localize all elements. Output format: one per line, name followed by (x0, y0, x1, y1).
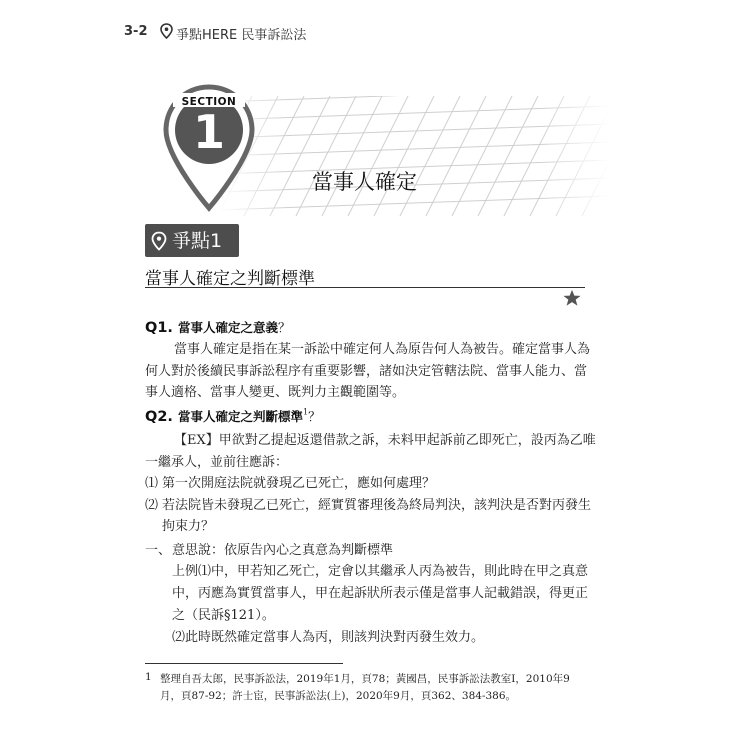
q1-line-1: 當事人確定是指在某一訴訟中確定何人為原告何人為被告。確定當事人為 (174, 342, 591, 357)
section-grid-pattern (218, 96, 610, 216)
subheading-rule (145, 287, 585, 288)
example-item-2-line-1: 若法院皆未發現乙已死亡，經實質審理後為終局判決，該判決是否對丙發生 (162, 498, 592, 513)
section-heading: 當事人確定 (312, 170, 417, 194)
footnote-line-2: 月，頁87-92；許士宦，民事訴訟法(上)，2020年9月，頁362、384-386。 (160, 690, 517, 702)
theory-line-2: 中，丙應為實質當事人，甲在起訴狀所表示僅是當事人記載錯誤，得更正 (172, 586, 589, 601)
theory-line-1: 上例⑴中，甲若知乙死亡，定會以其繼承人丙為被告，則此時在甲之真意 (172, 564, 589, 579)
section-word: SECTION (181, 96, 237, 108)
example-item-2-marker: ⑵ (145, 498, 159, 513)
q2-mark: ？ (308, 409, 321, 424)
example-item-2-line-2: 拘束力？ (162, 519, 215, 534)
theory-marker: 一、 (145, 543, 172, 558)
location-pin-icon (160, 23, 173, 39)
star-icon (563, 289, 581, 307)
q2-footnote-ref: 1 (303, 407, 309, 417)
example-item-1-marker: ⑴ (145, 476, 159, 491)
example-line-2: 一繼承人，並前往應訴： (145, 455, 289, 470)
q1-heading (145, 317, 291, 336)
footnote-line-1: 整理自吾太郎，民事訴訟法，2019年1月，頁78；黃國昌，民事訴訟法教室I，2010年9 (160, 673, 570, 685)
theory-title: 意思說：依原告內心之真意為判斷標準 (172, 543, 394, 558)
footnote-rule (145, 663, 343, 664)
theory-line-4: ⑵此時既然確定當事人為丙，則該判決對丙發生效力。 (172, 630, 485, 645)
q2-label: Q2. (145, 409, 173, 425)
example-item-1-line-1: 第一次開庭法院就發現乙已死亡，應如何處理？ (162, 476, 436, 491)
q1-label: Q1. (145, 320, 173, 336)
q1-line-3: 事人適格、當事人變更、既判力主觀範圍等。 (145, 385, 406, 400)
location-pin-icon (151, 231, 167, 251)
section-number: 1 (192, 105, 225, 159)
footnote-number: 1 (145, 671, 152, 683)
q2-text: 當事人確定之判斷標準 (178, 409, 304, 424)
footnote (160, 671, 590, 705)
point-label: 爭點1 (172, 230, 223, 252)
q1-text: 當事人確定之意義 (178, 320, 279, 335)
q1-line-2: 何人對於後續民事訴訟程序有重要影響，諸如決定管轄法院、當事人能力、當 (145, 364, 588, 379)
theory-line-3: 之（民訴§121）。 (172, 608, 275, 623)
book-title: 爭點HERE 民事訴訟法 (176, 28, 307, 43)
q1-mark: ？ (278, 320, 291, 335)
q2-heading (145, 406, 321, 425)
page-number: 3-2 (124, 24, 148, 39)
point-subheading: 當事人確定之判斷標準 (145, 269, 315, 289)
example-line-1: 【EX】甲欲對乙提起返還借款之訴，未料甲起訴前乙即死亡，設丙為乙唯 (174, 433, 596, 448)
